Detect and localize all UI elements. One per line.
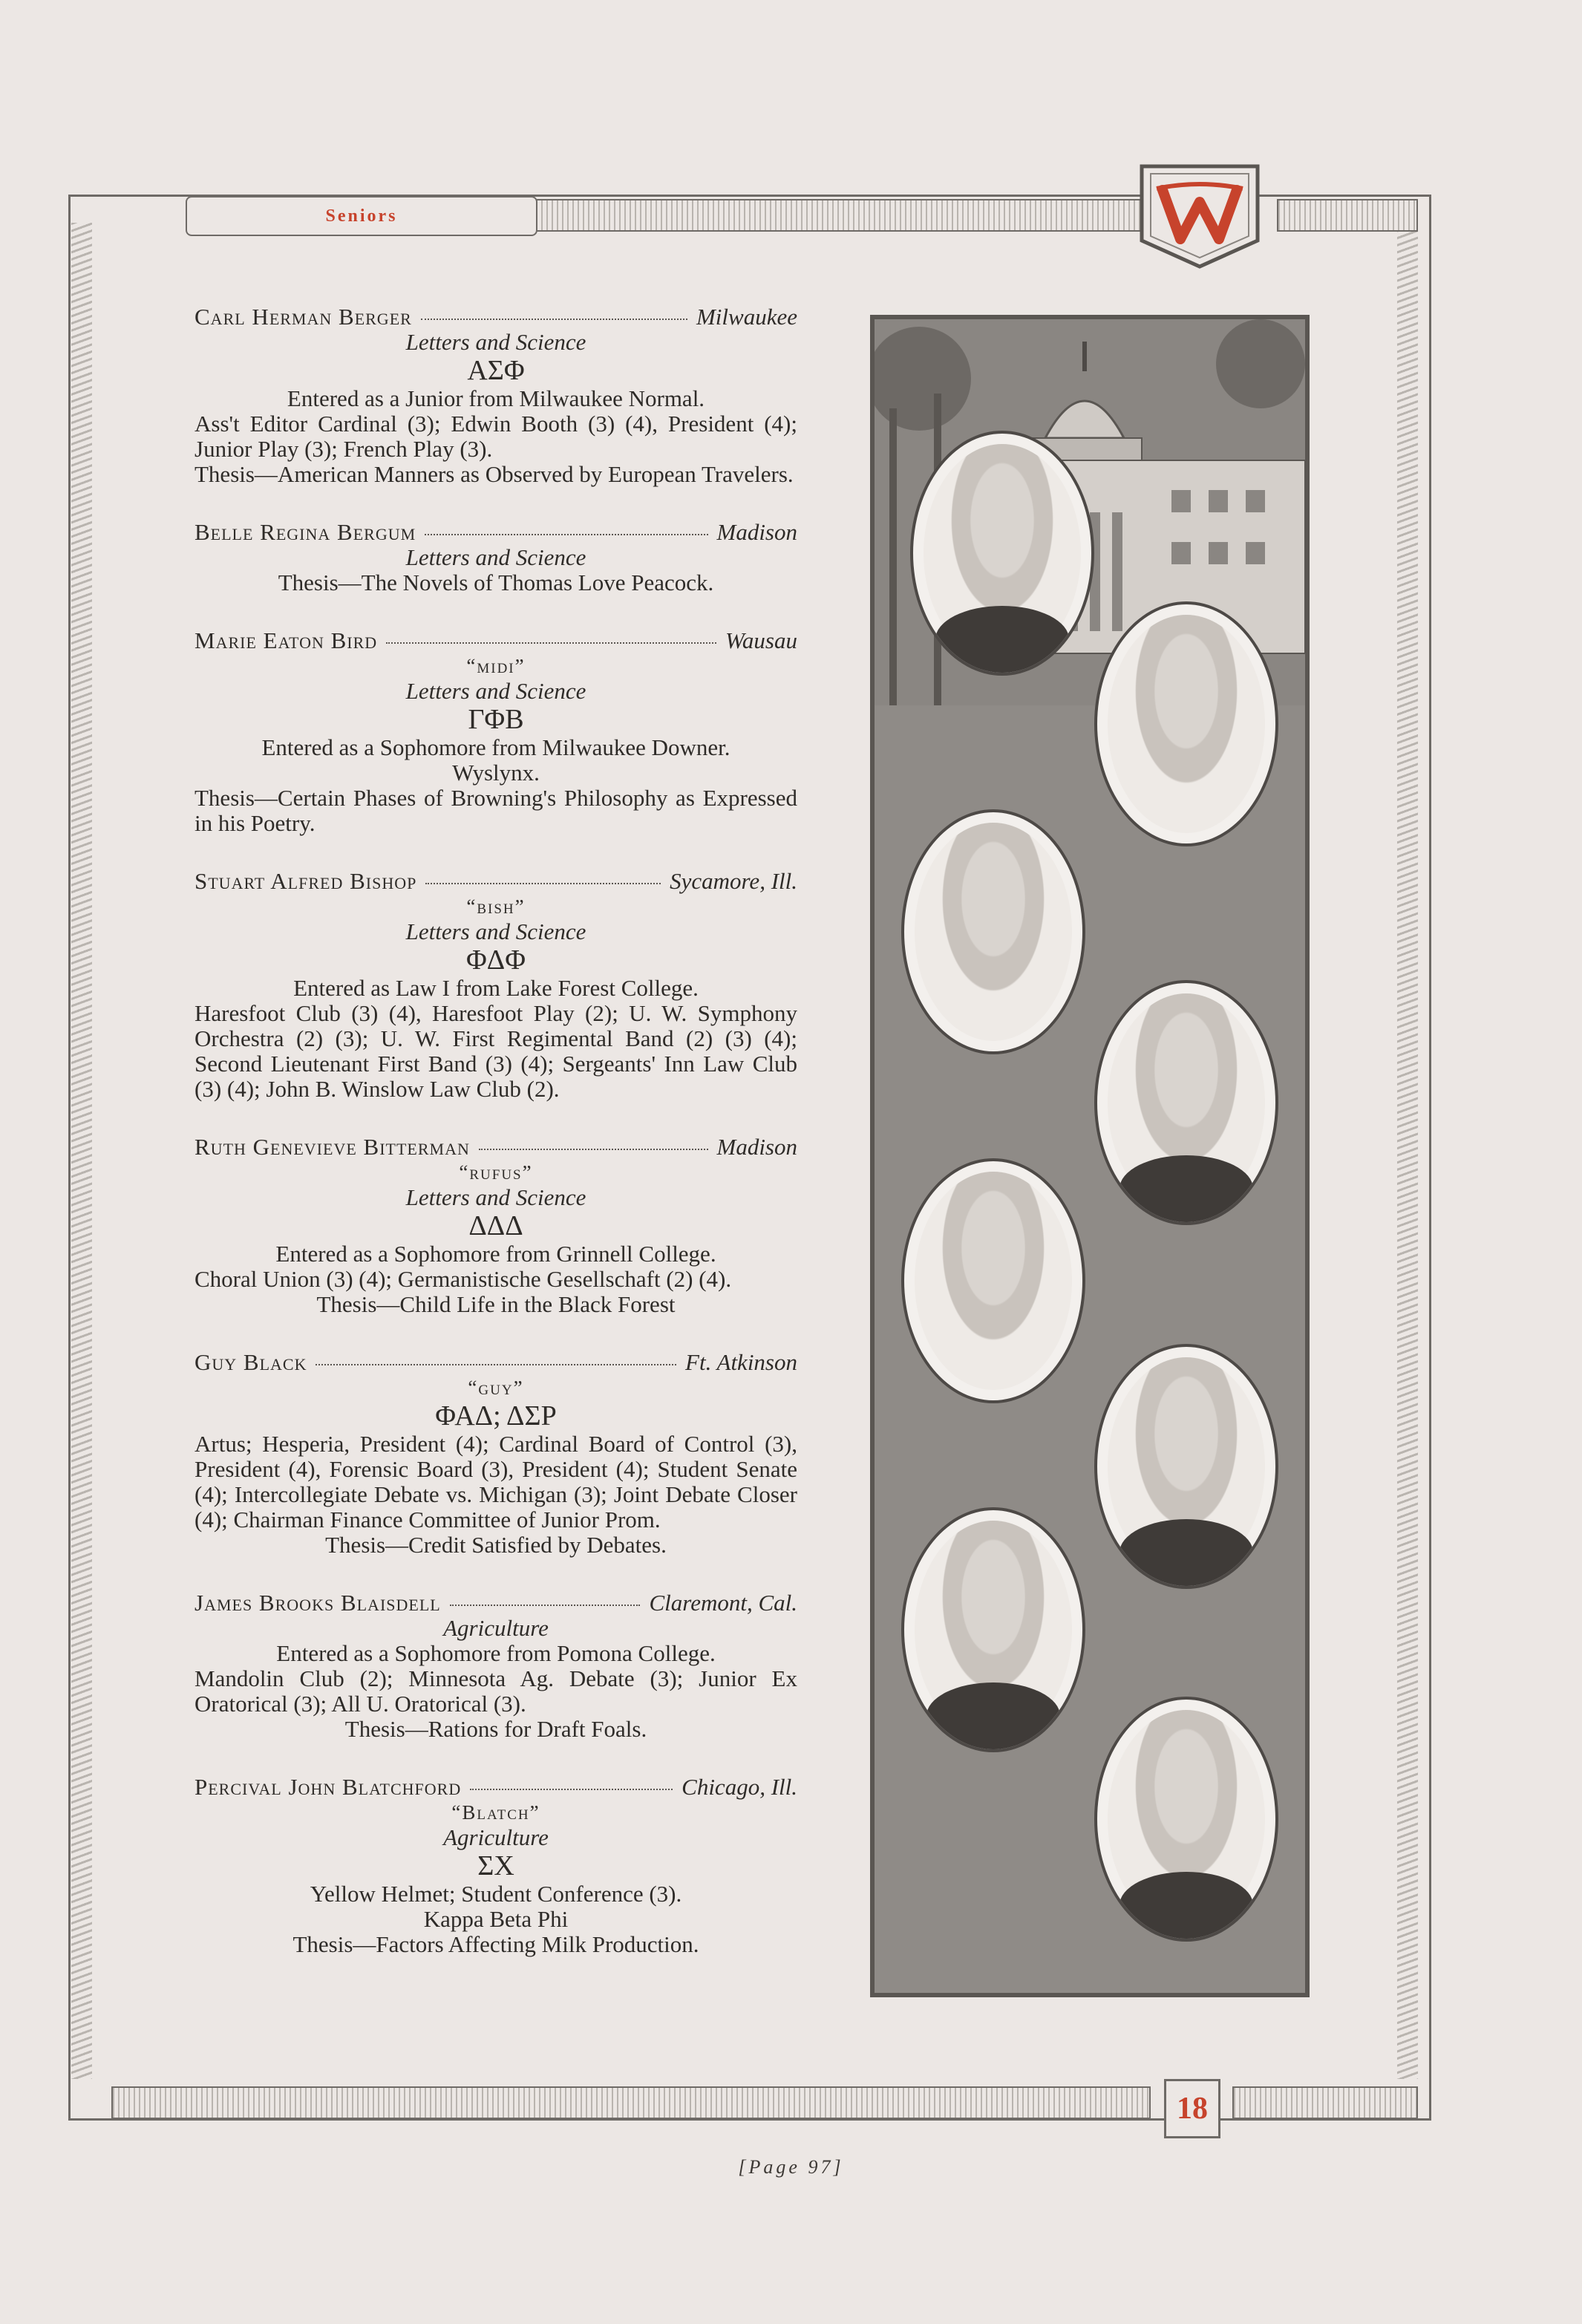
- senior-nickname: “bish”: [466, 895, 526, 918]
- senior-hometown: Sycamore, Ill.: [670, 868, 797, 894]
- senior-fraternity: ΣΧ: [477, 1850, 514, 1881]
- senior-portrait: [910, 431, 1094, 676]
- senior-activity: Haresfoot Club (3) (4), Haresfoot Play (2); U. W. Symphony Orchestra (2) (3); U. W. First Regimental Band (2) (3) (4); Second Lieutenant First Band (3) (4); Sergeants' Inn Law Club (3) (4); John B. Winslow Law Club (2).: [195, 1000, 797, 1102]
- senior-entry: [195, 869, 797, 1102]
- senior-portrait: [901, 809, 1085, 1054]
- senior-college: Letters and Science: [405, 1184, 586, 1210]
- senior-portrait: [901, 1507, 1085, 1752]
- top-ornament-band-right: [1277, 199, 1418, 232]
- senior-activity: Yellow Helmet; Student Conference (3).: [310, 1881, 682, 1907]
- senior-name: Carl Herman Berger: [195, 304, 412, 330]
- senior-name: Marie Eaton Bird: [195, 627, 378, 653]
- senior-name: Guy Black: [195, 1349, 307, 1375]
- senior-activity: Mandolin Club (2); Minnesota Ag. Debate (3); Junior Ex Oratorical (3); All U. Oratorical (3).: [195, 1665, 797, 1717]
- senior-name: Ruth Genevieve Bitterman: [195, 1134, 470, 1160]
- senior-entry: [195, 1590, 797, 1742]
- senior-activity: Entered as Law I from Lake Forest College.: [293, 975, 699, 1001]
- senior-thesis: Thesis—Credit Satisfied by Debates.: [325, 1532, 667, 1558]
- senior-activity: Entered as a Sophomore from Grinnell College.: [275, 1241, 716, 1267]
- senior-hometown: Chicago, Ill.: [681, 1774, 797, 1800]
- senior-portrait: [1094, 980, 1278, 1225]
- senior-activity: Entered as a Sophomore from Pomona College.: [276, 1640, 716, 1666]
- senior-name: James Brooks Blaisdell: [195, 1590, 441, 1616]
- senior-college: Letters and Science: [405, 544, 586, 570]
- senior-thesis: Thesis—Factors Affecting Milk Production.: [292, 1931, 699, 1957]
- senior-hometown: Claremont, Cal.: [649, 1590, 797, 1616]
- left-ornament-band: [71, 223, 92, 2079]
- senior-fraternity: ΦΑΔ; ΔΣΡ: [435, 1400, 557, 1432]
- senior-activity: Entered as a Sophomore from Milwaukee Downer.: [261, 734, 730, 760]
- senior-nickname: “guy”: [468, 1377, 524, 1399]
- senior-thesis: Thesis—Rations for Draft Foals.: [344, 1716, 647, 1742]
- senior-entry: [195, 1775, 797, 1957]
- section-label: Seniors: [186, 196, 537, 236]
- senior-fraternity: ΓΦΒ: [468, 704, 524, 735]
- senior-hometown: Wausau: [725, 627, 797, 653]
- senior-thesis: Thesis—American Manners as Observed by European Travelers.: [195, 461, 794, 487]
- w-crest-icon: [1134, 159, 1265, 270]
- senior-hometown: Madison: [716, 519, 797, 545]
- senior-college: Agriculture: [443, 1824, 549, 1850]
- senior-activity: Entered as a Junior from Milwaukee Normal.: [287, 385, 705, 411]
- page-number: [Page 97]: [738, 2156, 844, 2178]
- senior-fraternity: ΔΔΔ: [468, 1210, 523, 1241]
- senior-college: Letters and Science: [405, 678, 586, 704]
- senior-nickname: “Blatch”: [451, 1801, 540, 1824]
- senior-name: Belle Regina Bergum: [195, 519, 416, 545]
- senior-activity: Wyslynx.: [452, 760, 540, 786]
- senior-fraternity: ΦΔΦ: [466, 944, 526, 976]
- senior-entry: [195, 1350, 797, 1558]
- senior-entry: [195, 1135, 797, 1317]
- senior-activity: Ass't Editor Cardinal (3); Edwin Booth (3) (4), President (4); Junior Play (3); French Play (3).: [195, 411, 797, 462]
- senior-activity: Artus; Hesperia, President (4); Cardinal Board of Control (3), President (4), Forensic Board (3), President (4); Student Senate (4); Intercollegiate Debate vs. Michigan (3); Joint Debate Closer (4); Chairman Finance Committee of Junior Prom.: [195, 1431, 797, 1533]
- senior-name: Percival John Blatchford: [195, 1774, 462, 1800]
- senior-portrait: [1094, 1697, 1278, 1942]
- right-ornament-band: [1397, 223, 1418, 2079]
- volume-badge: 18: [1164, 2079, 1220, 2138]
- senior-thesis: Thesis—The Novels of Thomas Love Peacock.: [278, 569, 714, 595]
- senior-fraternity: ΑΣΦ: [467, 355, 525, 386]
- senior-college: Letters and Science: [405, 918, 586, 944]
- senior-hometown: Ft. Atkinson: [685, 1349, 797, 1375]
- senior-thesis: Thesis—Certain Phases of Browning's Philosophy as Expressed in his Poetry.: [195, 785, 797, 836]
- senior-activity: Kappa Beta Phi: [423, 1906, 569, 1932]
- senior-hometown: Madison: [716, 1134, 797, 1160]
- senior-college: Agriculture: [443, 1615, 549, 1641]
- senior-entry: [195, 520, 797, 595]
- senior-portrait: [1094, 1344, 1278, 1589]
- senior-college: Letters and Science: [405, 329, 586, 355]
- bottom-ornament-band-right: [1232, 2086, 1418, 2119]
- senior-nickname: “midi”: [466, 655, 526, 677]
- senior-nickname: “rufus”: [459, 1161, 533, 1184]
- senior-hometown: Milwaukee: [696, 304, 797, 330]
- top-ornament-band: [535, 199, 1143, 232]
- portrait-panel: [870, 315, 1310, 1997]
- senior-portrait: [1094, 601, 1278, 846]
- senior-entry: [195, 628, 797, 836]
- senior-name: Stuart Alfred Bishop: [195, 868, 417, 894]
- senior-thesis: Thesis—Child Life in the Black Forest: [316, 1291, 676, 1317]
- senior-entries: [195, 304, 797, 1990]
- bottom-ornament-band: [111, 2086, 1151, 2119]
- senior-activity: Choral Union (3) (4); Germanistische Gesellschaft (2) (4).: [195, 1266, 732, 1292]
- senior-portrait: [901, 1158, 1085, 1403]
- senior-entry: [195, 304, 797, 487]
